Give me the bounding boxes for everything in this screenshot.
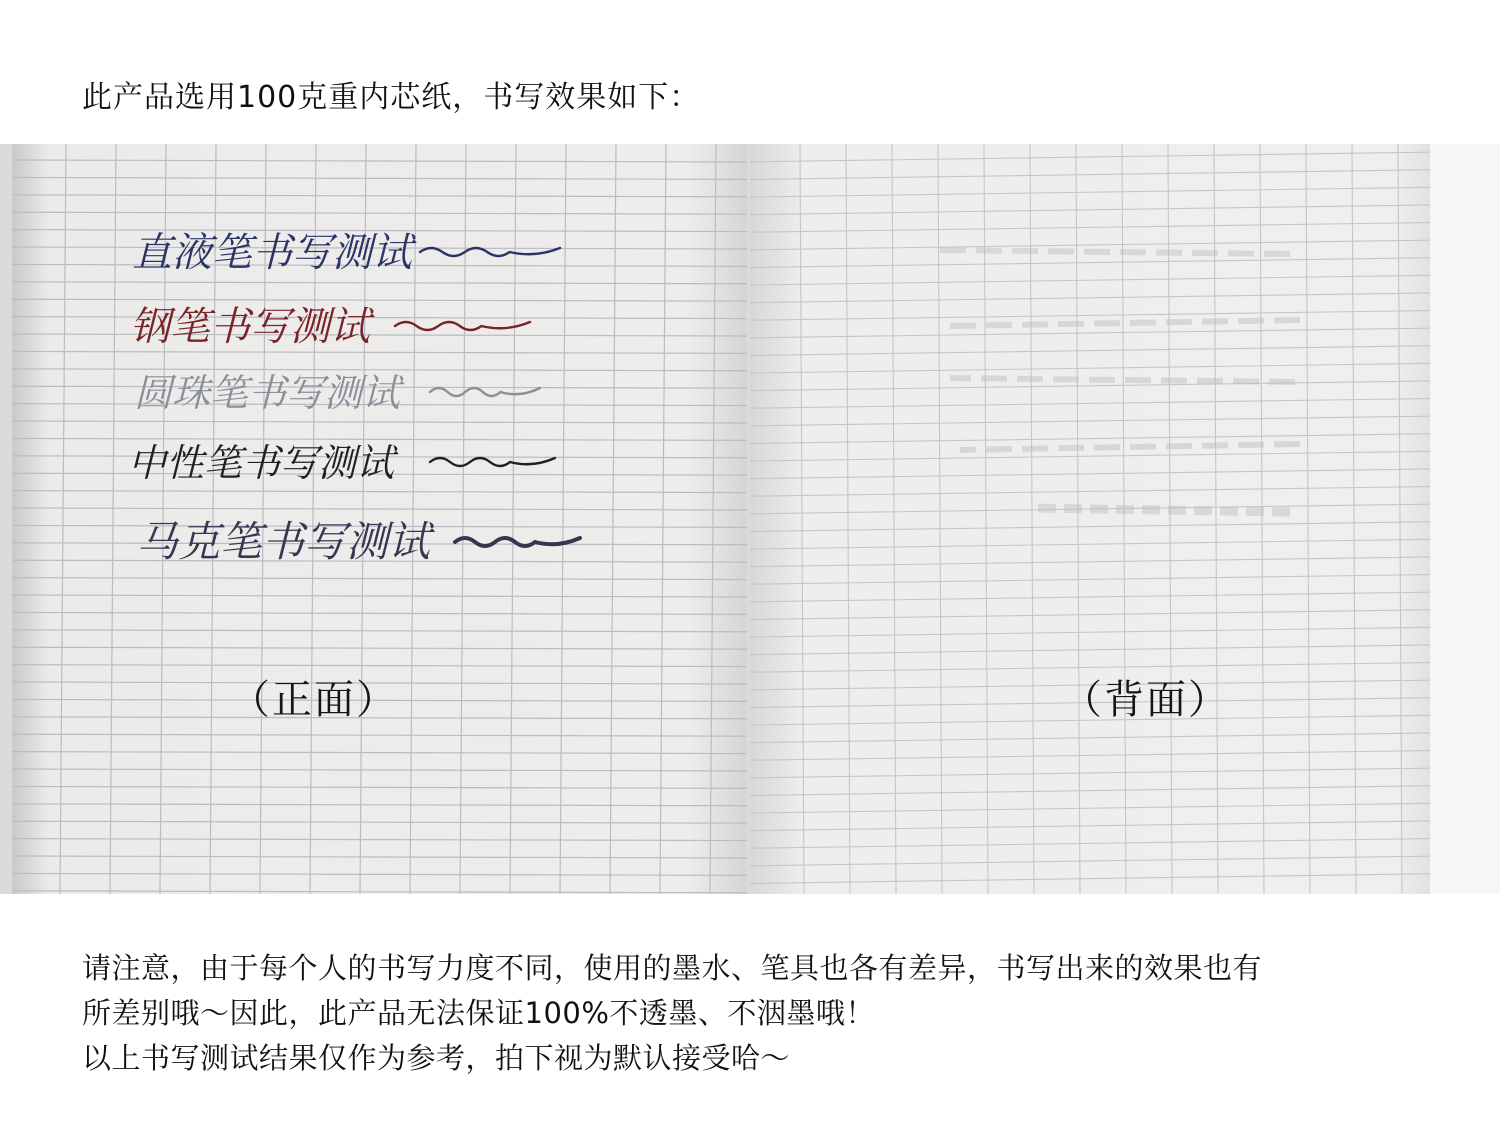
handwriting-sample: 钢笔书写测试 bbox=[130, 304, 370, 350]
notice-line-2: 所差别哦～因此，此产品无法保证100%不透墨、不洇墨哦！ bbox=[82, 996, 875, 1030]
front-label: （正面） bbox=[230, 677, 398, 723]
notice-line-3: 以上书写测试结果仅作为参考，拍下视为默认接受哈～ bbox=[82, 1041, 791, 1075]
handwriting-sample: 马克笔书写测试 bbox=[136, 517, 431, 566]
handwriting-sample: 直液笔书写测试 bbox=[132, 230, 412, 276]
back-label: （背面） bbox=[1062, 677, 1230, 723]
intro-text: 此产品选用100克重内芯纸，书写效果如下： bbox=[82, 80, 701, 115]
handwriting-sample: 圆珠笔书写测试 bbox=[134, 371, 401, 415]
handwriting-sample: 中性笔书写测试 bbox=[128, 441, 395, 485]
notebook-photo bbox=[0, 144, 1500, 894]
back-page bbox=[750, 144, 1430, 894]
notice-line-1: 请注意，由于每个人的书写力度不同，使用的墨水、笔具也各有差异，书写出来的效果也有 bbox=[82, 951, 1263, 985]
notice-text bbox=[82, 946, 1262, 1081]
